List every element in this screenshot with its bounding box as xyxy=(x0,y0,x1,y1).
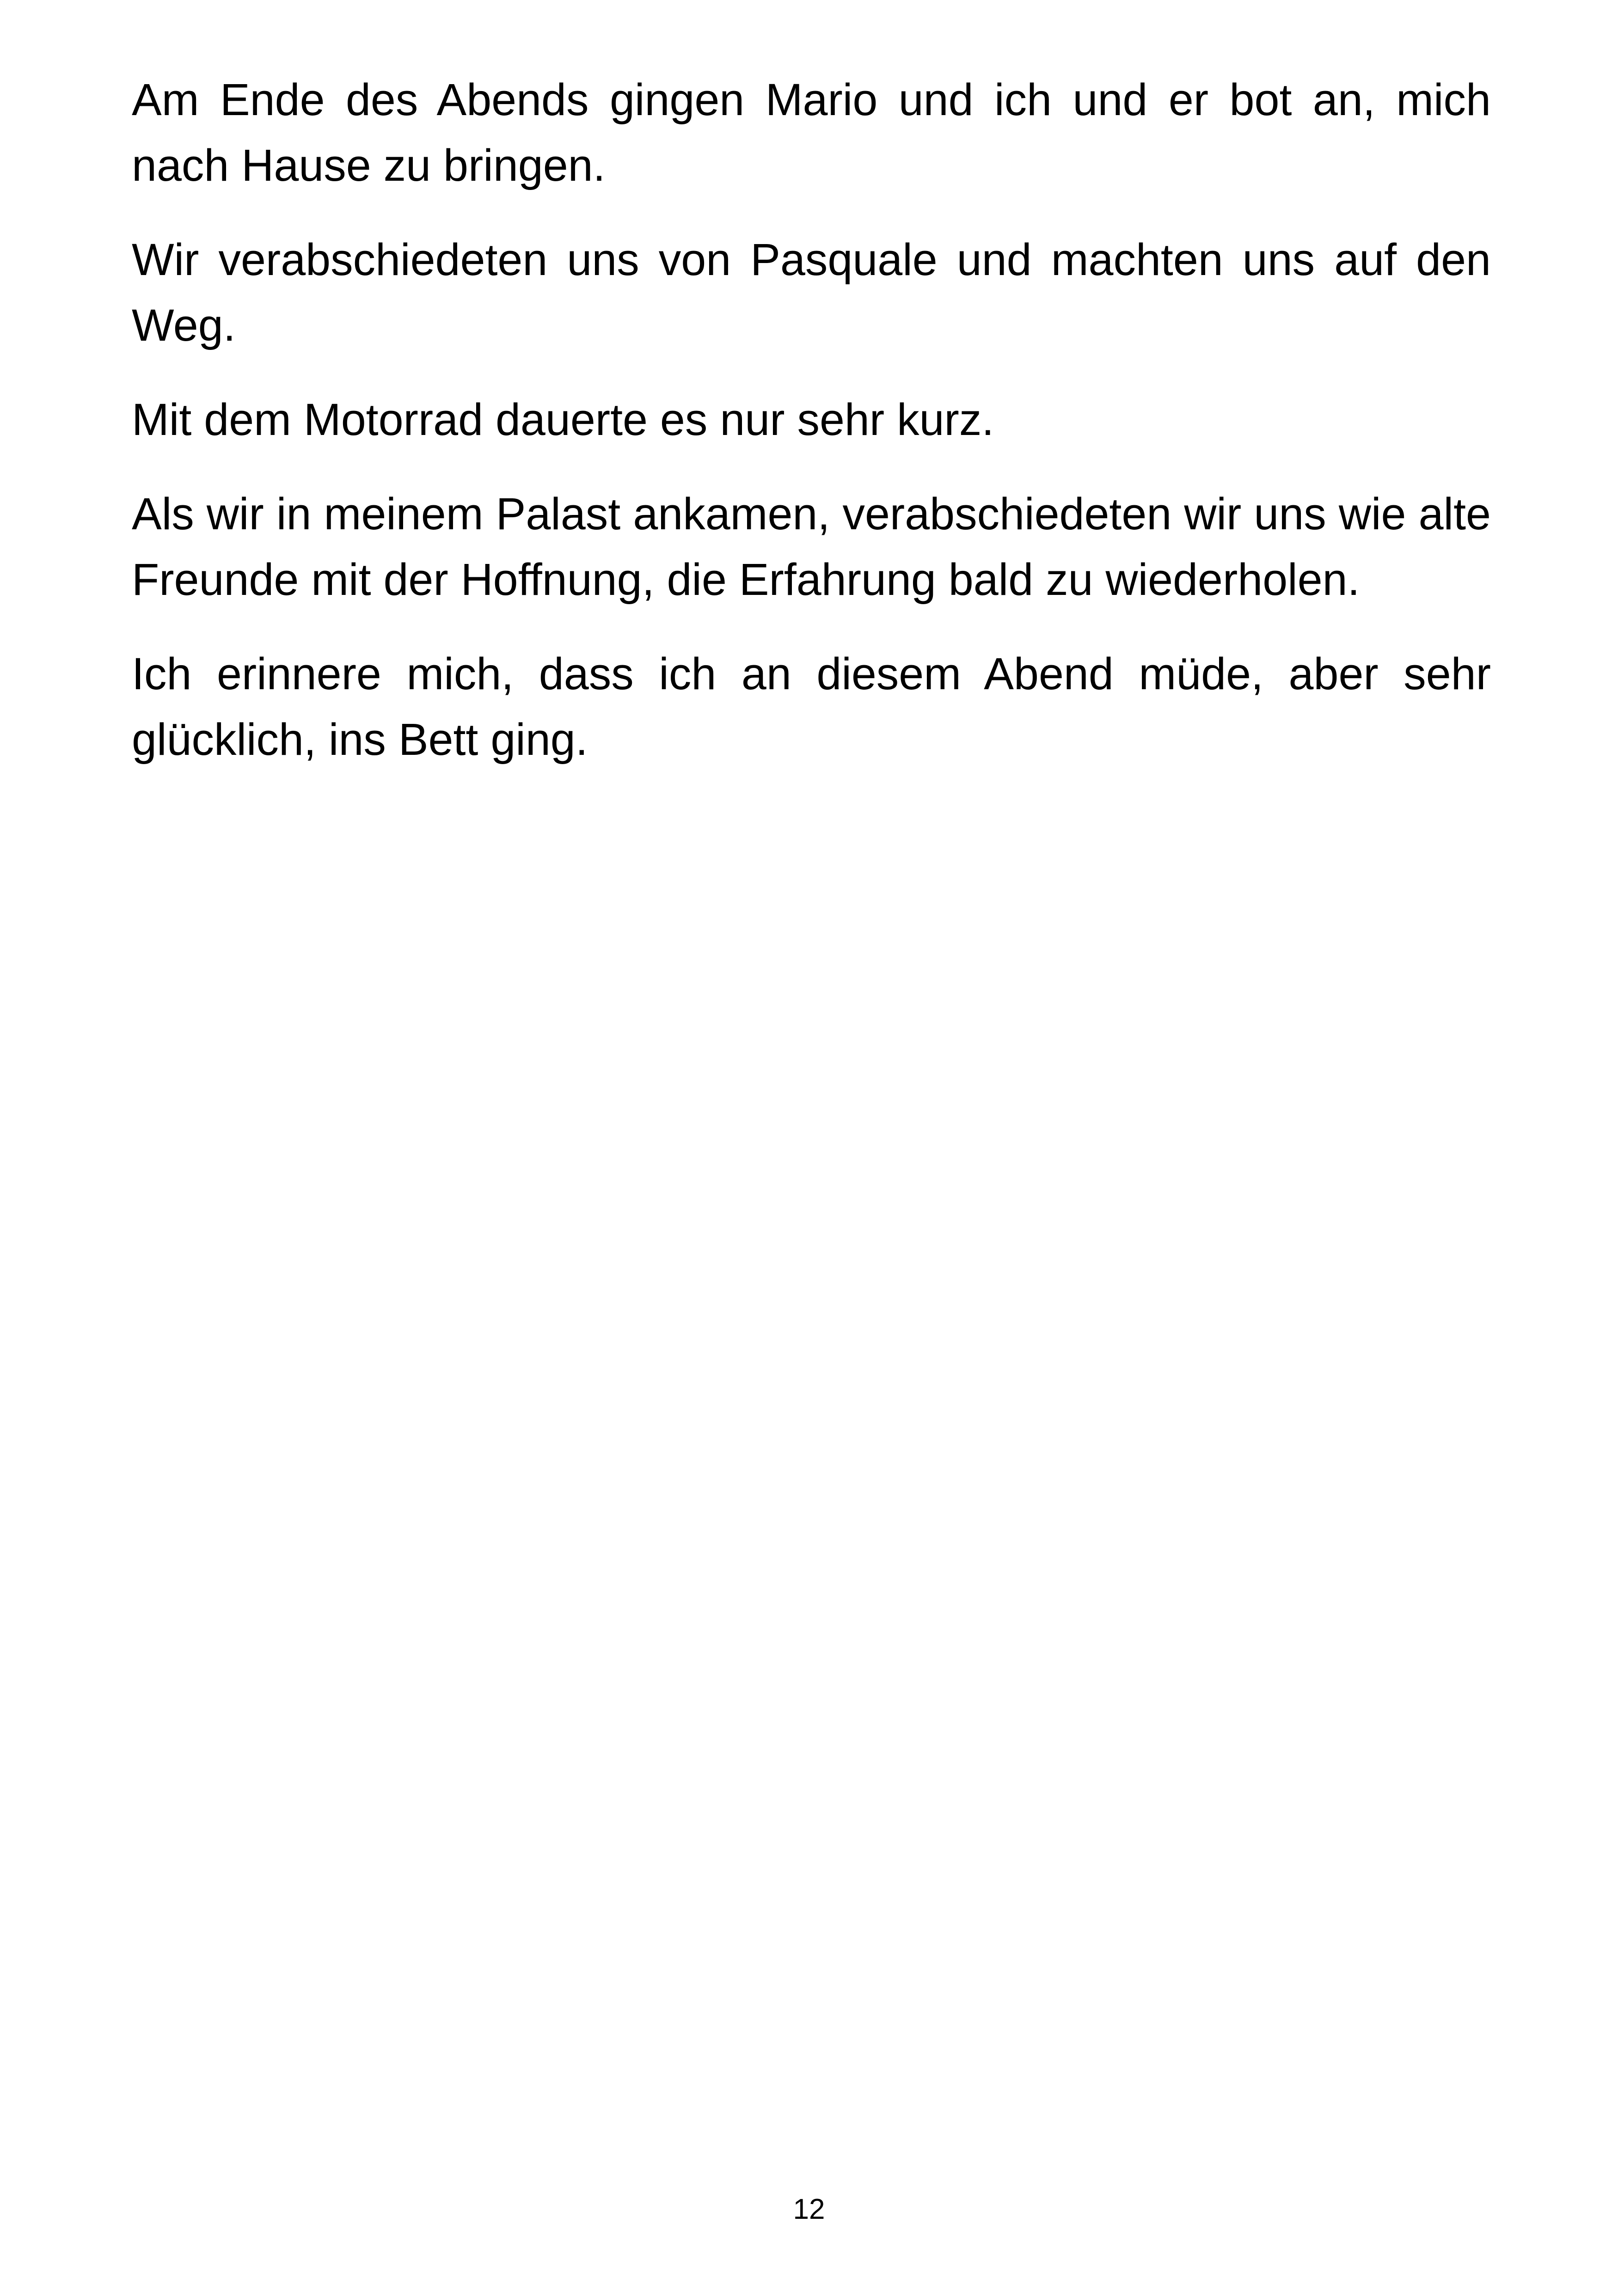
paragraph-3: Mit dem Motorrad dauerte es nur sehr kurz. xyxy=(132,394,994,445)
paragraph-1: Am Ende des Abends gingen Mario und ich und er bot an, mich nach Hause zu bringen. xyxy=(132,74,1491,190)
page-body xyxy=(132,67,1491,801)
paragraph-4: Als wir in meinem Palast ankamen, verabschiedeten wir uns wie alte Freunde mit der Hoffnung, die Erfahrung bald zu wiederholen. xyxy=(132,489,1491,605)
page-number: 12 xyxy=(793,2193,825,2225)
paragraph-5: Ich erinnere mich, dass ich an diesem Abend müde, aber sehr glücklich, ins Bett ging. xyxy=(132,649,1491,765)
paragraph-2: Wir verabschiedeten uns von Pasquale und machten uns auf den Weg. xyxy=(132,234,1491,350)
